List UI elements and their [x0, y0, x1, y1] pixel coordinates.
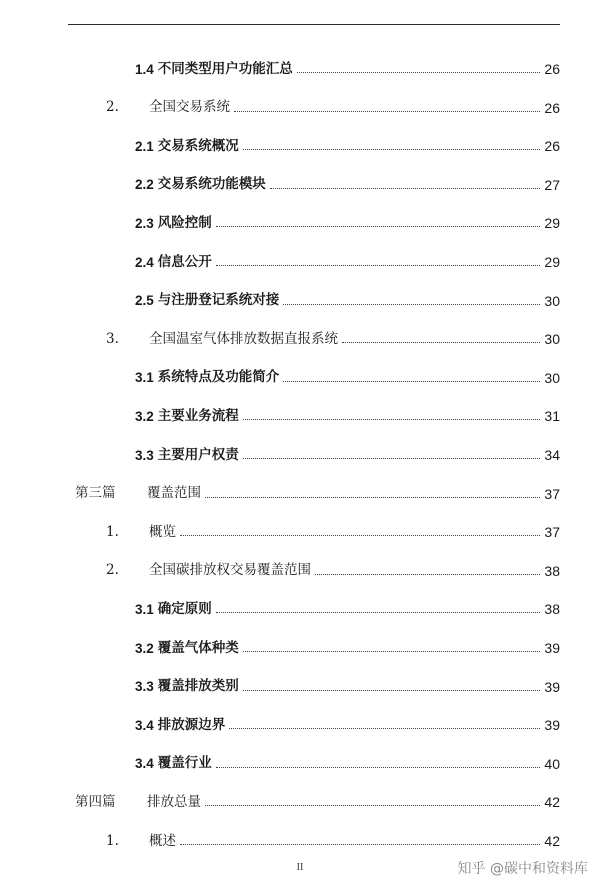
toc-dot-leader — [216, 226, 541, 227]
toc-entry[interactable] — [135, 131, 560, 153]
toc-entry[interactable] — [135, 594, 560, 616]
toc-entry-page: 31 — [544, 408, 560, 425]
toc-entry-number: 3.4 — [135, 756, 154, 772]
toc-entry-number: 2.1 — [135, 138, 154, 154]
toc-entry[interactable] — [135, 170, 560, 192]
toc-entry-text: 概述 — [149, 832, 176, 849]
toc-entry-text: 交易系统功能模块 — [157, 176, 266, 193]
toc-entry[interactable] — [135, 401, 560, 423]
toc-entry[interactable] — [106, 517, 560, 539]
toc-entry-number: 1.4 — [135, 61, 154, 77]
toc-dot-leader — [216, 265, 541, 266]
toc-entry-page: 26 — [544, 99, 560, 116]
toc-entry[interactable] — [135, 672, 560, 694]
toc-entry-title — [135, 253, 212, 270]
footer-page-number: II — [296, 862, 304, 873]
toc-entry-page: 26 — [544, 138, 560, 155]
toc-entry-number: 2.4 — [135, 254, 154, 270]
toc-entry-number: 3.3 — [135, 447, 154, 463]
toc-dot-leader — [205, 805, 540, 806]
toc-dot-leader — [283, 381, 540, 382]
toc-entry-number: 2.3 — [135, 215, 154, 231]
toc-entry-page: 34 — [544, 447, 560, 463]
toc-entry-page: 29 — [544, 215, 560, 232]
toc-entry-title — [135, 60, 293, 77]
toc-dot-leader — [243, 651, 541, 652]
toc-entry-title — [135, 178, 266, 192]
toc-entry-title — [135, 639, 239, 656]
toc-entry-number: 3.4 — [135, 717, 154, 733]
toc-entry-text: 主要业务流程 — [157, 407, 239, 424]
watermark: 知乎 @碳中和资料库 — [457, 861, 588, 877]
toc-entry-page: 27 — [544, 176, 560, 193]
toc-entry-page: 39 — [544, 678, 560, 695]
toc-dot-leader — [297, 72, 541, 73]
toc-entry-number: 1. — [106, 523, 119, 540]
toc-entry-text: 排放源边界 — [157, 716, 226, 733]
toc-entry-title — [75, 793, 201, 810]
toc-entry-page: 26 — [544, 61, 560, 77]
toc-entry-page: 39 — [544, 717, 560, 734]
toc-dot-leader — [283, 304, 540, 305]
toc-entry-text: 系统特点及功能简介 — [157, 369, 280, 386]
toc-entry[interactable] — [75, 479, 560, 501]
toc-entry-number: 3.1 — [135, 370, 154, 386]
toc-entry-title — [75, 487, 201, 501]
toc-entry[interactable] — [106, 324, 560, 346]
toc-entry-number: 第四篇 — [75, 793, 116, 810]
toc-entry-title — [135, 294, 279, 308]
toc-entry-title — [135, 137, 239, 154]
toc-entry-title — [135, 600, 212, 617]
toc-dot-leader — [234, 111, 540, 112]
toc-dot-leader — [216, 612, 541, 613]
toc-entry-title — [135, 371, 279, 385]
toc-entry[interactable] — [135, 440, 560, 462]
toc-entry-number: 第三篇 — [75, 485, 116, 502]
toc-entry-text: 全国交易系统 — [149, 99, 230, 116]
toc-entry-text: 风险控制 — [157, 214, 212, 231]
toc-entry-number: 1. — [106, 832, 119, 849]
toc-entry[interactable] — [135, 749, 560, 771]
toc-entry-text: 覆盖范围 — [147, 485, 201, 502]
toc-dot-leader — [205, 497, 540, 498]
toc-dot-leader — [180, 535, 540, 536]
toc-entry-number: 2. — [106, 99, 119, 116]
toc-entry-text: 覆盖行业 — [157, 755, 212, 772]
toc-entry[interactable] — [135, 286, 560, 308]
toc-dot-leader — [270, 188, 541, 189]
toc-entry-page: 37 — [544, 524, 560, 541]
toc-entry-page: 42 — [544, 833, 560, 849]
toc-entry-page: 30 — [544, 331, 560, 348]
toc-dot-leader — [229, 728, 540, 729]
toc-entry-page: 30 — [544, 369, 560, 386]
toc-entry-number: 3.3 — [135, 679, 154, 695]
toc-entry-number: 3.2 — [135, 640, 154, 656]
toc-entry-page: 38 — [544, 562, 560, 579]
toc-entry-text: 信息公开 — [157, 253, 212, 270]
toc-entry[interactable] — [135, 363, 560, 385]
toc-entry-page: 29 — [544, 254, 560, 270]
toc-dot-leader — [180, 844, 540, 845]
toc-entry-number: 2.5 — [135, 293, 154, 309]
toc-entry-page: 39 — [544, 640, 560, 656]
toc-dot-leader — [243, 690, 541, 691]
toc-entry-text: 覆盖排放类别 — [157, 678, 239, 695]
toc-entry-title — [135, 716, 226, 733]
toc-entry[interactable] — [106, 93, 560, 115]
toc-dot-leader — [243, 149, 541, 150]
toc-entry-text: 确定原则 — [157, 600, 212, 617]
toc-entry-title — [106, 564, 311, 578]
toc-entry-title — [135, 214, 212, 231]
toc-entry-title — [135, 757, 212, 771]
toc-entry[interactable] — [106, 556, 560, 578]
toc-entry-title — [106, 101, 230, 115]
toc-entry-page: 37 — [544, 485, 560, 502]
toc-entry-text: 交易系统概况 — [157, 137, 239, 154]
toc-entry-text: 覆盖气体种类 — [157, 639, 239, 656]
toc-entry[interactable] — [135, 633, 560, 655]
toc-dot-leader — [342, 342, 540, 343]
toc-dot-leader — [315, 574, 540, 575]
toc-entry-number: 2.2 — [135, 177, 154, 193]
toc-entry-page: 38 — [544, 601, 560, 618]
toc-dot-leader — [216, 767, 541, 768]
toc-entry[interactable] — [106, 826, 560, 848]
toc-dot-leader — [243, 419, 541, 420]
toc-dot-leader — [243, 458, 541, 459]
toc-entry-text: 全国温室气体排放数据直报系统 — [149, 330, 338, 347]
toc-entry-page: 42 — [544, 794, 560, 811]
toc-entry-text: 与注册登记系统对接 — [157, 292, 280, 309]
toc-entry-title — [106, 832, 176, 849]
toc-entry[interactable] — [135, 54, 560, 76]
toc-entry[interactable] — [135, 247, 560, 269]
toc-entry-number: 3.2 — [135, 408, 154, 424]
toc-entry[interactable] — [75, 787, 560, 809]
toc-entry-number: 3. — [106, 330, 119, 347]
toc-entry-text: 排放总量 — [147, 793, 201, 810]
toc-entry-title — [135, 680, 239, 694]
toc-entry-title — [135, 446, 239, 463]
toc-entry-text: 全国碳排放权交易覆盖范围 — [149, 562, 311, 579]
toc-entry-page: 30 — [544, 292, 560, 309]
toc-entry-page: 40 — [544, 755, 560, 772]
toc-entry-text: 不同类型用户功能汇总 — [157, 60, 293, 77]
toc-entry[interactable] — [135, 208, 560, 230]
toc-entry-number: 3.1 — [135, 601, 154, 617]
toc-entry-text: 概览 — [149, 523, 176, 540]
toc-entry-number: 2. — [106, 562, 119, 579]
toc-entry-title — [106, 523, 176, 540]
toc-entry-title — [106, 330, 338, 347]
toc-entry-title — [135, 407, 239, 424]
toc-entry-text: 主要用户权责 — [157, 446, 239, 463]
toc-entry[interactable] — [135, 710, 560, 732]
